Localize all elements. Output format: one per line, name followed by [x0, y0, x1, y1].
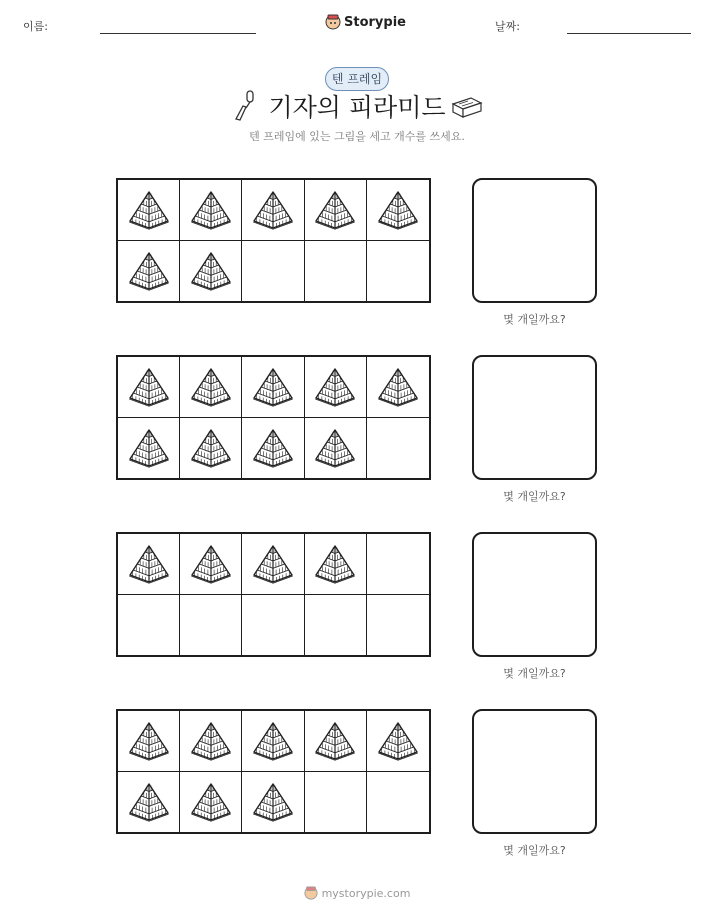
pyramid-icon: [250, 367, 296, 407]
pyramid-icon: [188, 721, 234, 761]
count-question: 몇 개일까요?: [503, 490, 566, 503]
brand-name: Storypie: [344, 14, 406, 30]
ten-frame-cell: [180, 180, 242, 241]
ten-frame-cell: [242, 595, 304, 656]
name-field[interactable]: [100, 33, 256, 34]
date-field[interactable]: [567, 33, 691, 34]
ten-frame-cell: [118, 772, 180, 833]
count-question: 몇 개일까요?: [503, 667, 566, 680]
pyramid-icon: [312, 428, 358, 468]
pyramid-icon: [250, 721, 296, 761]
pyramid-icon: [312, 721, 358, 761]
pyramid-icon: [188, 782, 234, 822]
date-label: 날짜:: [495, 20, 520, 33]
pyramid-icon: [126, 782, 172, 822]
ten-frame-cell: [242, 418, 304, 479]
ten-frame-cell: [367, 180, 429, 241]
brick-icon: [451, 94, 483, 118]
ten-frame-cell: [367, 418, 429, 479]
ten-frame: [116, 532, 431, 657]
ten-frame-cell: [180, 711, 242, 772]
ten-frame-cell: [367, 595, 429, 656]
ten-frame-cell: [180, 357, 242, 418]
ten-frame-cell: [118, 418, 180, 479]
ten-frame-cell: [305, 418, 367, 479]
pyramid-icon: [126, 367, 172, 407]
pyramid-icon: [312, 367, 358, 407]
ten-frame: [116, 178, 431, 303]
ten-frame-cell: [242, 357, 304, 418]
footer: [0, 885, 714, 901]
pyramid-icon: [375, 190, 421, 230]
pyramid-icon: [126, 251, 172, 291]
ten-frame-cell: [367, 772, 429, 833]
answer-box[interactable]: [472, 532, 597, 657]
ten-frame-cell: [118, 241, 180, 302]
pyramid-icon: [375, 367, 421, 407]
pyramid-icon: [126, 721, 172, 761]
storypie-mascot-icon: [304, 885, 318, 901]
ten-frame: [116, 709, 431, 834]
name-label: 이름:: [23, 20, 48, 33]
brand-logo: [325, 13, 406, 31]
ten-frame-cell: [305, 595, 367, 656]
ten-frame-cell: [367, 241, 429, 302]
pyramid-icon: [250, 190, 296, 230]
pyramid-icon: [126, 190, 172, 230]
count-question: 몇 개일까요?: [503, 844, 566, 857]
answer-box[interactable]: [472, 709, 597, 834]
pyramid-icon: [188, 428, 234, 468]
ten-frame-cell: [242, 711, 304, 772]
pyramid-icon: [375, 721, 421, 761]
ten-frame-cell: [118, 534, 180, 595]
ten-frame-cell: [180, 241, 242, 302]
pyramid-icon: [188, 544, 234, 584]
ten-frame: [116, 355, 431, 480]
pyramid-icon: [188, 367, 234, 407]
page-title: 기자의 피라미드: [268, 93, 446, 122]
pyramid-icon: [250, 428, 296, 468]
ten-frame-cell: [305, 772, 367, 833]
ten-frame-cell: [118, 711, 180, 772]
ten-frame-cell: [367, 534, 429, 595]
ten-frame-cell: [180, 772, 242, 833]
ten-frame-cell: [367, 357, 429, 418]
pyramid-icon: [250, 544, 296, 584]
ten-frame-cell: [305, 241, 367, 302]
ten-frame-cell: [118, 180, 180, 241]
answer-box[interactable]: [472, 355, 597, 480]
ten-frame-cell: [180, 418, 242, 479]
ten-frame-cell: [242, 772, 304, 833]
pyramid-icon: [188, 251, 234, 291]
pyramid-icon: [188, 190, 234, 230]
ten-frame-cell: [242, 241, 304, 302]
pyramid-icon: [126, 544, 172, 584]
ten-frame-cell: [305, 534, 367, 595]
ten-frame-cell: [367, 711, 429, 772]
pyramid-icon: [126, 428, 172, 468]
ten-frame-cell: [180, 595, 242, 656]
ten-frame-cell: [118, 595, 180, 656]
ten-frame-cell: [180, 534, 242, 595]
footer-url: mystorypie.com: [321, 886, 411, 900]
count-question: 몇 개일까요?: [503, 313, 566, 326]
answer-box[interactable]: [472, 178, 597, 303]
pyramid-icon: [250, 782, 296, 822]
pyramid-icon: [312, 190, 358, 230]
ten-frame-cell: [305, 180, 367, 241]
ten-frame-cell: [305, 357, 367, 418]
instructions: 텐 프레임에 있는 그림을 세고 개수를 쓰세요.: [249, 130, 465, 143]
pyramid-icon: [312, 544, 358, 584]
ten-frame-cell: [118, 357, 180, 418]
ten-frame-cell: [242, 180, 304, 241]
ten-frame-cell: [242, 534, 304, 595]
topic-badge: 텐 프레임: [325, 67, 389, 91]
storypie-mascot-icon: [325, 13, 341, 31]
ten-frame-cell: [305, 711, 367, 772]
